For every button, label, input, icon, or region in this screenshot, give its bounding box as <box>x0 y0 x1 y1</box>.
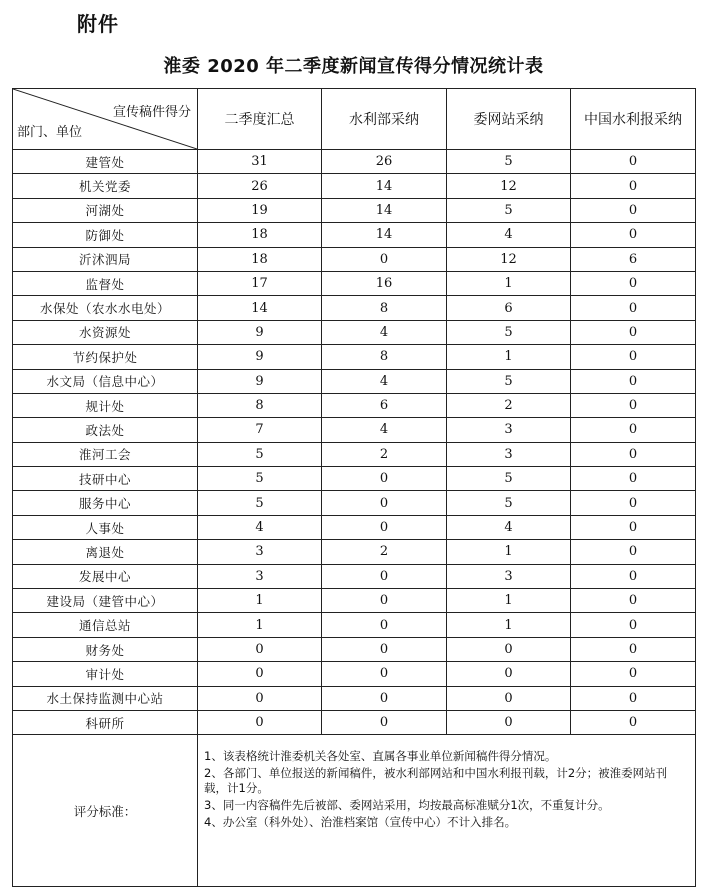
table-row <box>13 296 696 320</box>
paper-cell: 0 <box>571 613 696 637</box>
paper-cell: 0 <box>571 223 696 247</box>
mwr-cell: 2 <box>322 540 447 564</box>
web-cell: 0 <box>447 637 571 661</box>
paper-cell: 0 <box>571 491 696 515</box>
dept-cell: 淮河工会 <box>13 442 198 466</box>
mwr-cell: 4 <box>322 369 447 393</box>
table-row <box>13 613 696 637</box>
mwr-cell: 0 <box>322 247 447 271</box>
score-table <box>12 88 696 887</box>
total-cell: 0 <box>198 710 322 734</box>
dept-cell: 离退处 <box>13 540 198 564</box>
mwr-cell: 0 <box>322 613 447 637</box>
corner-label-dept: 部门、单位 <box>17 125 83 140</box>
dept-cell: 建管处 <box>13 150 198 174</box>
paper-cell: 0 <box>571 686 696 710</box>
table-row <box>13 442 696 466</box>
web-cell: 12 <box>447 247 571 271</box>
paper-cell: 0 <box>571 515 696 539</box>
web-cell: 4 <box>447 223 571 247</box>
dept-cell: 水保处（农水水电处） <box>13 296 198 320</box>
mwr-cell: 14 <box>322 198 447 222</box>
mwr-cell: 8 <box>322 296 447 320</box>
table-row <box>13 589 696 613</box>
paper-cell: 0 <box>571 637 696 661</box>
total-cell: 0 <box>198 637 322 661</box>
dept-cell: 发展中心 <box>13 564 198 588</box>
web-cell: 1 <box>447 271 571 295</box>
notes-row <box>13 735 696 887</box>
table-row <box>13 247 696 271</box>
total-cell: 18 <box>198 223 322 247</box>
mwr-cell: 0 <box>322 564 447 588</box>
total-cell: 19 <box>198 198 322 222</box>
web-cell: 5 <box>447 467 571 491</box>
col-header-paper: 中国水利报采纳 <box>571 89 696 150</box>
total-cell: 14 <box>198 296 322 320</box>
total-cell: 8 <box>198 393 322 417</box>
web-cell: 5 <box>447 369 571 393</box>
web-cell: 5 <box>447 150 571 174</box>
total-cell: 7 <box>198 418 322 442</box>
dept-cell: 河湖处 <box>13 198 198 222</box>
total-cell: 1 <box>198 589 322 613</box>
dept-cell: 水资源处 <box>13 320 198 344</box>
mwr-cell: 26 <box>322 150 447 174</box>
dept-cell: 通信总站 <box>13 613 198 637</box>
mwr-cell: 0 <box>322 710 447 734</box>
table-row <box>13 637 696 661</box>
dept-cell: 防御处 <box>13 223 198 247</box>
paper-cell: 0 <box>571 369 696 393</box>
web-cell: 0 <box>447 662 571 686</box>
dept-cell: 政法处 <box>13 418 198 442</box>
col-header-web: 委网站采纳 <box>447 89 571 150</box>
table-row <box>13 467 696 491</box>
dept-cell: 建设局（建管中心） <box>13 589 198 613</box>
total-cell: 3 <box>198 540 322 564</box>
total-cell: 4 <box>198 515 322 539</box>
table-row <box>13 662 696 686</box>
dept-cell: 财务处 <box>13 637 198 661</box>
dept-cell: 审计处 <box>13 662 198 686</box>
paper-cell: 0 <box>571 540 696 564</box>
paper-cell: 0 <box>571 418 696 442</box>
total-cell: 9 <box>198 320 322 344</box>
note-item: 2、各部门、单位报送的新闻稿件，被水利部网站和中国水利报刊载，计2分；被淮委网站刊载，计1分。 <box>204 766 668 796</box>
web-cell: 12 <box>447 174 571 198</box>
total-cell: 31 <box>198 150 322 174</box>
table-row <box>13 150 696 174</box>
mwr-cell: 14 <box>322 174 447 198</box>
mwr-cell: 6 <box>322 393 447 417</box>
total-cell: 17 <box>198 271 322 295</box>
total-cell: 5 <box>198 467 322 491</box>
dept-cell: 水文局（信息中心） <box>13 369 198 393</box>
paper-cell: 0 <box>571 710 696 734</box>
col-header-total: 二季度汇总 <box>198 89 322 150</box>
mwr-cell: 16 <box>322 271 447 295</box>
paper-cell: 0 <box>571 564 696 588</box>
dept-cell: 水土保持监测中心站 <box>13 686 198 710</box>
web-cell: 0 <box>447 710 571 734</box>
notes-label: 评分标准： <box>13 735 198 887</box>
table-row <box>13 686 696 710</box>
notes-content <box>198 735 696 887</box>
paper-cell: 6 <box>571 247 696 271</box>
paper-cell: 0 <box>571 467 696 491</box>
mwr-cell: 0 <box>322 637 447 661</box>
dept-cell: 科研所 <box>13 710 198 734</box>
dept-cell: 机关党委 <box>13 174 198 198</box>
paper-cell: 0 <box>571 393 696 417</box>
paper-cell: 0 <box>571 345 696 369</box>
dept-cell: 技研中心 <box>13 467 198 491</box>
mwr-cell: 0 <box>322 589 447 613</box>
total-cell: 0 <box>198 686 322 710</box>
table-row <box>13 174 696 198</box>
total-cell: 3 <box>198 564 322 588</box>
paper-cell: 0 <box>571 320 696 344</box>
web-cell: 1 <box>447 589 571 613</box>
table-row <box>13 515 696 539</box>
table-row <box>13 540 696 564</box>
total-cell: 1 <box>198 613 322 637</box>
paper-cell: 0 <box>571 589 696 613</box>
note-item: 3、同一内容稿件先后被部、委网站采用，均按最高标准赋分1次，不重复计分。 <box>204 798 610 813</box>
table-row <box>13 369 696 393</box>
table-row <box>13 198 696 222</box>
total-cell: 5 <box>198 442 322 466</box>
web-cell: 1 <box>447 540 571 564</box>
dept-cell: 沂沭泗局 <box>13 247 198 271</box>
web-cell: 0 <box>447 686 571 710</box>
dept-cell: 人事处 <box>13 515 198 539</box>
col-header-mwr: 水利部采纳 <box>322 89 447 150</box>
total-cell: 18 <box>198 247 322 271</box>
total-cell: 26 <box>198 174 322 198</box>
paper-cell: 0 <box>571 442 696 466</box>
web-cell: 2 <box>447 393 571 417</box>
total-cell: 9 <box>198 345 322 369</box>
web-cell: 5 <box>447 198 571 222</box>
note-item: 4、办公室（科外处）、治淮档案馆（宣传中心）不计入排名。 <box>204 815 517 830</box>
total-cell: 9 <box>198 369 322 393</box>
diagonal-header-cell <box>13 89 198 150</box>
dept-cell: 服务中心 <box>13 491 198 515</box>
paper-cell: 0 <box>571 296 696 320</box>
mwr-cell: 0 <box>322 467 447 491</box>
dept-cell: 监督处 <box>13 271 198 295</box>
web-cell: 4 <box>447 515 571 539</box>
note-item: 1、该表格统计淮委机关各处室、直属各事业单位新闻稿件得分情况。 <box>204 749 557 764</box>
table-row <box>13 320 696 344</box>
mwr-cell: 0 <box>322 491 447 515</box>
paper-cell: 0 <box>571 198 696 222</box>
web-cell: 3 <box>447 442 571 466</box>
table-row <box>13 271 696 295</box>
web-cell: 3 <box>447 564 571 588</box>
corner-label-score: 宣传稿件得分 <box>112 105 191 120</box>
mwr-cell: 4 <box>322 418 447 442</box>
table-header-row <box>13 89 696 150</box>
attachment-label: 附件 <box>77 12 119 36</box>
web-cell: 1 <box>447 613 571 637</box>
page-title: 淮委 2020 年二季度新闻宣传得分情况统计表 <box>163 56 544 77</box>
table-row <box>13 564 696 588</box>
table-row <box>13 223 696 247</box>
paper-cell: 0 <box>571 271 696 295</box>
web-cell: 3 <box>447 418 571 442</box>
mwr-cell: 8 <box>322 345 447 369</box>
paper-cell: 0 <box>571 150 696 174</box>
table-row <box>13 345 696 369</box>
dept-cell: 规计处 <box>13 393 198 417</box>
web-cell: 5 <box>447 491 571 515</box>
mwr-cell: 0 <box>322 515 447 539</box>
mwr-cell: 2 <box>322 442 447 466</box>
table-row <box>13 710 696 734</box>
total-cell: 5 <box>198 491 322 515</box>
total-cell: 0 <box>198 662 322 686</box>
table-row <box>13 393 696 417</box>
web-cell: 6 <box>447 296 571 320</box>
table-row <box>13 418 696 442</box>
mwr-cell: 4 <box>322 320 447 344</box>
dept-cell: 节约保护处 <box>13 345 198 369</box>
web-cell: 5 <box>447 320 571 344</box>
mwr-cell: 0 <box>322 662 447 686</box>
mwr-cell: 0 <box>322 686 447 710</box>
web-cell: 1 <box>447 345 571 369</box>
mwr-cell: 14 <box>322 223 447 247</box>
paper-cell: 0 <box>571 662 696 686</box>
paper-cell: 0 <box>571 174 696 198</box>
table-row <box>13 491 696 515</box>
